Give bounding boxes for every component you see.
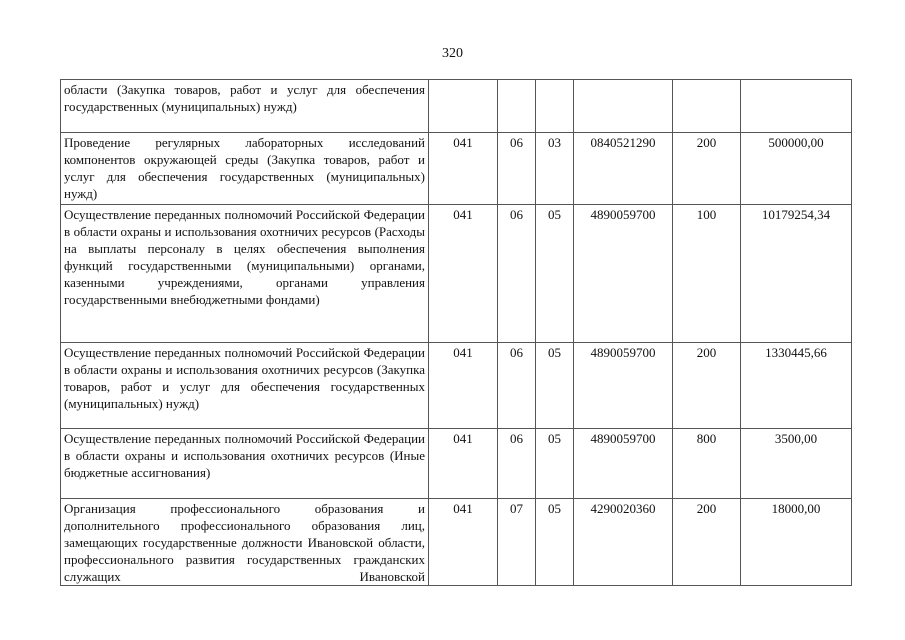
table-row (61, 343, 852, 429)
table-row (61, 80, 852, 133)
expense-kind-code: 200 (673, 133, 741, 205)
target-article-code: 4290020360 (574, 499, 673, 586)
amount: 500000,00 (741, 133, 852, 205)
section-code: 06 (498, 133, 536, 205)
target-article-code: 4890059700 (574, 205, 673, 343)
expense-kind-code: 200 (673, 499, 741, 586)
subsection-code: 03 (536, 133, 574, 205)
subsection-code (536, 80, 574, 133)
section-code: 06 (498, 205, 536, 343)
subsection-code: 05 (536, 205, 574, 343)
admin-code: 041 (429, 343, 498, 429)
section-code: 06 (498, 343, 536, 429)
row-description: Проведение регулярных лабораторных исследований компонентов окружающей среды (Закупка товаров, работ и услуг для обеспечения государственных (муниципальных) нужд) (61, 133, 429, 205)
section-code: 06 (498, 429, 536, 499)
target-article-code: 4890059700 (574, 343, 673, 429)
subsection-code: 05 (536, 499, 574, 586)
amount: 10179254,34 (741, 205, 852, 343)
target-article-code: 0840521290 (574, 133, 673, 205)
expense-kind-code (673, 80, 741, 133)
admin-code: 041 (429, 133, 498, 205)
target-article-code: 4890059700 (574, 429, 673, 499)
amount: 18000,00 (741, 499, 852, 586)
expense-kind-code: 800 (673, 429, 741, 499)
row-description: Осуществление переданных полномочий Российской Федерации в области охраны и использования охотничих ресурсов (Иные бюджетные ассигнования) (61, 429, 429, 499)
admin-code: 041 (429, 429, 498, 499)
amount (741, 80, 852, 133)
admin-code: 041 (429, 499, 498, 586)
table-row (61, 499, 852, 586)
table-row (61, 429, 852, 499)
amount: 1330445,66 (741, 343, 852, 429)
admin-code (429, 80, 498, 133)
expense-kind-code: 200 (673, 343, 741, 429)
row-description: Осуществление переданных полномочий Российской Федерации в области охраны и использования охотничих ресурсов (Расходы на выплаты персоналу в целях обеспечения выполнения функций государственными (муниципальными) органами, казенными учреждениями, органами управления государственными внебюджетными фондами) (61, 205, 429, 343)
section-code: 07 (498, 499, 536, 586)
expense-kind-code: 100 (673, 205, 741, 343)
row-description: Организация профессионального образования и дополнительного профессионального образования лиц, замещающих государственные должности Ивановской области, профессионального развития государственных гражданских служащих Ивановской (61, 499, 429, 586)
page-number: 320 (442, 46, 463, 61)
section-code (498, 80, 536, 133)
amount: 3500,00 (741, 429, 852, 499)
row-description: области (Закупка товаров, работ и услуг для обеспечения государственных (муниципальных) нужд) (61, 80, 429, 133)
target-article-code (574, 80, 673, 133)
subsection-code: 05 (536, 343, 574, 429)
table-row (61, 133, 852, 205)
subsection-code: 05 (536, 429, 574, 499)
table-row (61, 205, 852, 343)
row-description: Осуществление переданных полномочий Российской Федерации в области охраны и использования охотничих ресурсов (Закупка товаров, работ и услуг для обеспечения государственных (муниципальных) нужд) (61, 343, 429, 429)
admin-code: 041 (429, 205, 498, 343)
budget-table (60, 79, 852, 586)
